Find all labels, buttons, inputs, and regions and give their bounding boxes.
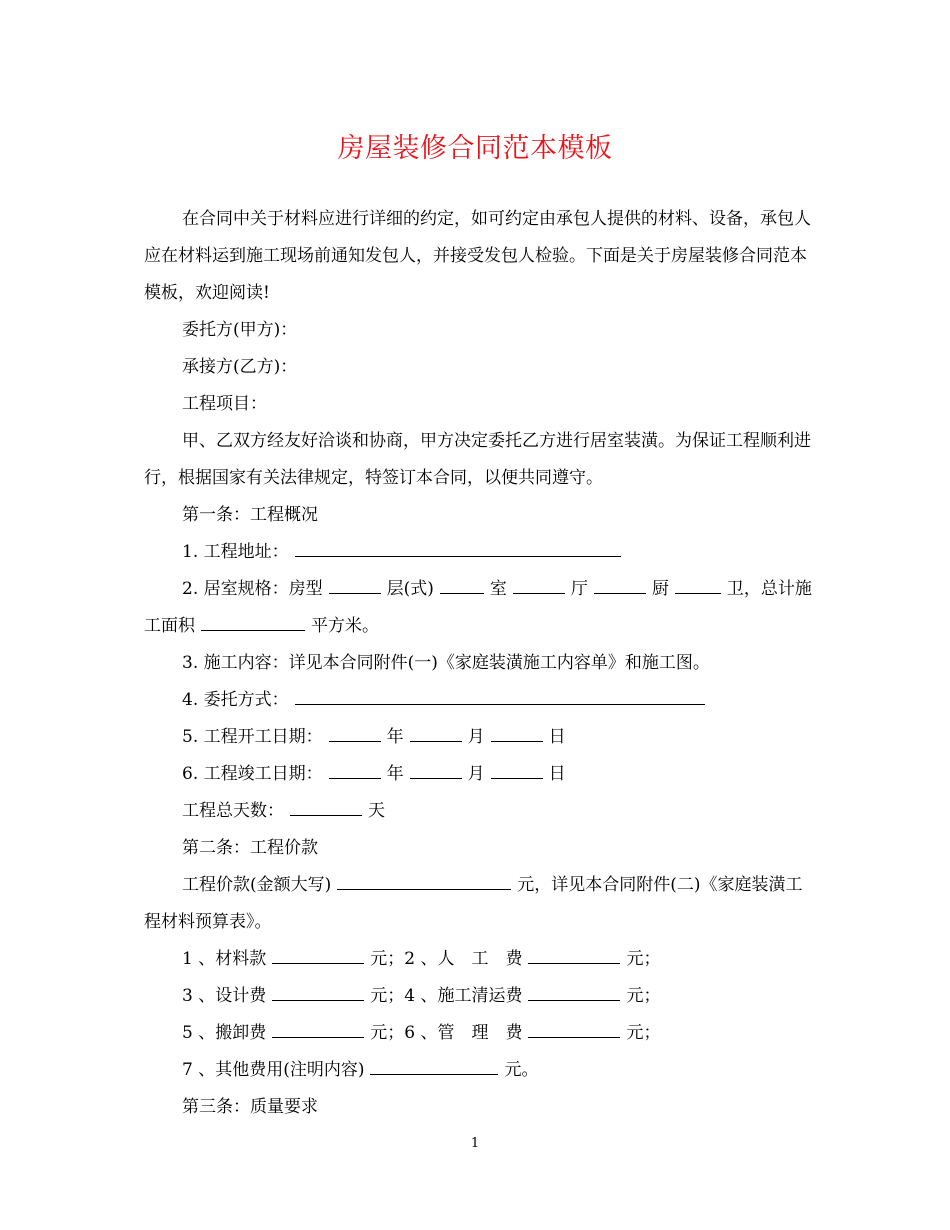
blank — [272, 979, 364, 1001]
address-blank — [295, 535, 621, 557]
fee-2-label: 2 、人 工 费 — [404, 949, 523, 969]
item-5-label: 5. 工程开工日期： — [182, 727, 323, 747]
fee-6-label: 6 、管 理 费 — [404, 1023, 523, 1043]
price-suffix: 元，详见本合同附件(二)《家庭装潢工程材料预算表》。 — [144, 875, 803, 932]
yuan-semicolon: 元； — [626, 949, 661, 969]
fee-5-label: 5 、搬卸费 — [182, 1023, 267, 1043]
day-label: 日 — [548, 764, 566, 784]
blank — [528, 942, 620, 964]
total-days-line — [144, 793, 812, 830]
blank — [329, 572, 381, 594]
fee-4-label: 4 、施工清运费 — [404, 986, 523, 1006]
item-2-text-a: 2. 居室规格：房型 — [182, 579, 323, 599]
total-days-unit: 天 — [368, 801, 385, 821]
fee-line-4 — [144, 1052, 812, 1089]
item-5-start-date — [144, 719, 812, 756]
fee-7-label: 7 、其他费用(注明内容) — [182, 1060, 365, 1080]
blank — [594, 572, 646, 594]
item-1-address — [144, 534, 812, 571]
blank — [675, 572, 721, 594]
blank — [329, 757, 381, 779]
blank — [491, 757, 543, 779]
item-2-text-d: 厅 — [570, 579, 588, 599]
fee-line-3 — [144, 1015, 812, 1052]
blank — [528, 979, 620, 1001]
blank — [491, 720, 543, 742]
item-4-method — [144, 682, 812, 719]
blank — [513, 572, 565, 594]
yuan-semicolon: 元； — [626, 986, 661, 1006]
fee-line-2 — [144, 978, 812, 1015]
price-paragraph — [144, 867, 812, 941]
article-3-heading: 第三条：质量要求 — [182, 1097, 318, 1117]
fee-1-label: 1 、材料款 — [182, 949, 267, 969]
blank — [329, 720, 381, 742]
article-2-heading: 第二条：工程价款 — [182, 838, 318, 858]
year-label: 年 — [386, 727, 404, 747]
item-3-content: 3. 施工内容：详见本合同附件(一)《家庭装潢施工内容单》和施工图。 — [182, 653, 710, 673]
item-6-label: 6. 工程竣工日期： — [182, 764, 323, 784]
month-label: 月 — [467, 727, 485, 747]
fee-line-1 — [144, 941, 812, 978]
item-1-label: 1. 工程地址： — [182, 542, 289, 562]
method-blank — [295, 683, 705, 705]
yuan-semicolon: 元； — [370, 986, 405, 1006]
area-blank — [201, 609, 305, 631]
yuan-semicolon: 元； — [370, 949, 405, 969]
intro-paragraph: 在合同中关于材料应进行详细的约定，如可约定由承包人提供的材料、设备，承包人应在材料运到施工现场前通知发包人，并接受发包人检验。下面是关于房屋装修合同范本模板，欢迎阅读! — [144, 209, 811, 303]
blank — [410, 720, 462, 742]
days-blank — [290, 794, 362, 816]
party-a-line: 委托方(甲方)： — [182, 320, 298, 340]
year-label: 年 — [386, 764, 404, 784]
yuan-semicolon: 元； — [626, 1023, 661, 1043]
item-2-text-f: 卫，总计施工面积 — [144, 579, 812, 636]
item-6-end-date — [144, 756, 812, 793]
item-2-text-c: 室 — [489, 579, 507, 599]
price-label: 工程价款(金额大写) — [182, 875, 332, 895]
project-line: 工程项目： — [182, 394, 267, 414]
blank — [272, 942, 364, 964]
article-1-heading: 第一条：工程概况 — [182, 505, 318, 525]
item-2-text-g: 平方米。 — [311, 616, 379, 636]
month-label: 月 — [467, 764, 485, 784]
item-2-spec — [144, 571, 812, 645]
fee-3-label: 3 、设计费 — [182, 986, 267, 1006]
preamble-paragraph: 甲、乙双方经友好洽谈和协商，甲方决定委托乙方进行居室装潢。为保证工程顺利进行，根据国家有关法律规定，特签订本合同，以便共同遵守。 — [144, 431, 811, 488]
page-number: 1 — [470, 1136, 480, 1151]
price-blank — [337, 868, 511, 890]
party-b-line: 承接方(乙方)： — [182, 357, 298, 377]
blank — [528, 1016, 620, 1038]
blank — [410, 757, 462, 779]
blank — [370, 1053, 498, 1075]
total-days-label: 工程总天数： — [182, 801, 284, 821]
blank — [440, 572, 484, 594]
day-label: 日 — [548, 727, 566, 747]
document-title: 房屋装修合同范本模板 — [337, 133, 613, 164]
item-2-text-e: 厨 — [651, 579, 669, 599]
yuan-semicolon: 元； — [370, 1023, 405, 1043]
item-2-text-b: 层(式) — [386, 579, 434, 599]
yuan-end: 元。 — [504, 1060, 539, 1080]
blank — [272, 1016, 364, 1038]
document-body — [144, 201, 812, 1126]
item-4-label: 4. 委托方式： — [182, 690, 289, 710]
